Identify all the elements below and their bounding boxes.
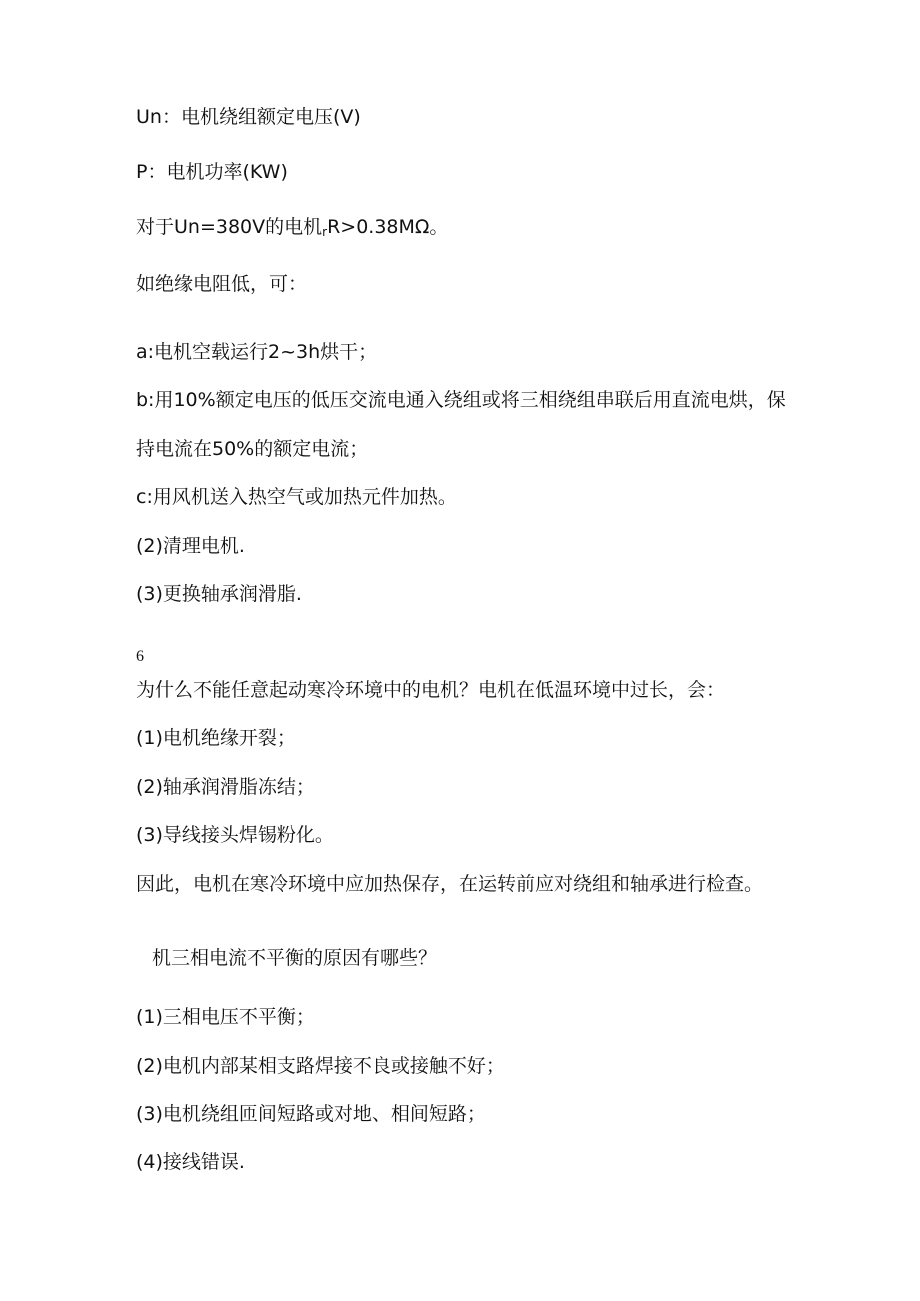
text-line-un: Un：电机绕组额定电压(V) <box>136 106 361 128</box>
text-line-conclusion: 因此，电机在寒冷环境中应加热保存，在运转前应对绕组和轴承进行检查。 <box>136 873 764 895</box>
text-line-b-cont: 持电流在50%的额定电流； <box>136 438 369 460</box>
text-line-380v <box>136 214 448 245</box>
text-line-grease: (3)更换轴承润滑脂. <box>136 583 302 605</box>
text-line-cold-2: (2)轴承润滑脂冻结； <box>136 776 315 798</box>
text-line-question-cold: 为什么不能任意起动寒冷环境中的电机？电机在低温环境中过长，会： <box>136 679 726 701</box>
text-line-unbalance-1: (1)三相电压不平衡； <box>136 1006 315 1028</box>
text-line-cold-3: (3)导线接头焊锡粉化。 <box>136 824 334 846</box>
text-line-a: a:电机空载运行2~3h烘干； <box>136 341 378 363</box>
text-line-p: P：电机功率(KW) <box>136 161 288 183</box>
text-line-clean: (2)清理电机. <box>136 535 245 557</box>
text-line-unbalance-2: (2)电机内部某相支路焊接不良或接触不好； <box>136 1055 505 1077</box>
text-line-question-unbalance: 机三相电流不平衡的原因有哪些？ <box>152 947 438 969</box>
text-line-cold-1: (1)电机绝缘开裂； <box>136 727 296 749</box>
text-380v-subscript: r <box>322 225 328 239</box>
text-380v-part1: 对于Un=380V的电机 <box>136 216 323 238</box>
text-line-unbalance-3: (3)电机绕组匝间短路或对地、相间短路； <box>136 1103 486 1125</box>
text-line-c: c:用风机送入热空气或加热元件加热。 <box>136 486 457 508</box>
text-line-insulation-low: 如绝缘电阻低，可： <box>136 273 308 295</box>
text-line-unbalance-4: (4)接线错误. <box>136 1151 245 1173</box>
text-line-b: b:用10%额定电压的低压交流电通入绕组或将三相绕组串联后用直流电烘，保 <box>136 389 786 411</box>
section-number: 6 <box>136 648 144 665</box>
text-380v-part2: R>0.38MΩ。 <box>327 216 449 238</box>
